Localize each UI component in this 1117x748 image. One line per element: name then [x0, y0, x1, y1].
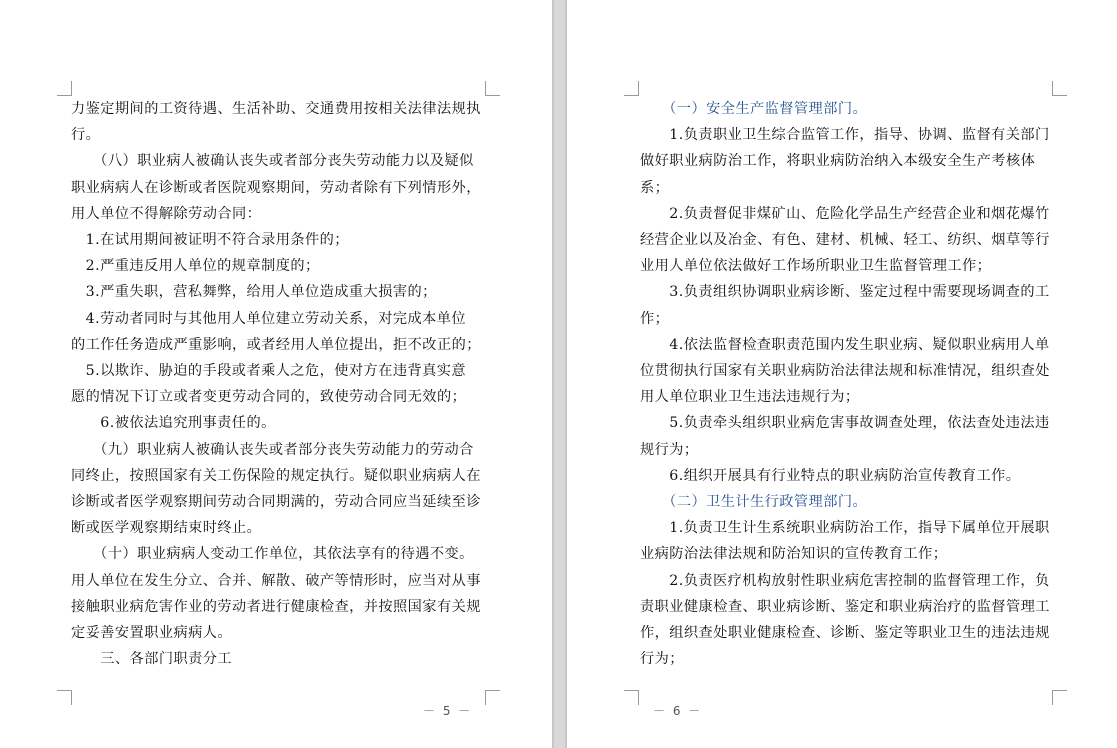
page-number: － 6 － [653, 704, 703, 718]
subsection-heading: （一）安全生产监督管理部门。 [640, 101, 868, 117]
section-heading: 三、各部门职责分工 [71, 651, 233, 668]
text-line: 4.依法监督检查职责范围内发生职业病、疑似职业病用人单 [640, 336, 1050, 353]
document-page-5 [0, 0, 552, 748]
text-line: 1.负责职业卫生综合监管工作，指导、协调、监督有关部门 [640, 127, 1050, 144]
text-line: 定妥善安置职业病病人。 [71, 625, 233, 642]
document-page-6 [567, 0, 1117, 748]
text-line: 3.负责组织协调职业病诊断、鉴定过程中需要现场调查的工 [640, 284, 1050, 301]
text-line: 诊断或者医学观察期间劳动合同期满的，劳动合同应当延续至诊 [71, 494, 481, 511]
text-line: 做好职业病防治工作，将职业病防治纳入本级安全生产考核体 [640, 153, 1036, 170]
text-line: 的工作任务造成严重影响，或者经用人单位提出，拒不改正的； [71, 336, 481, 353]
page-gutter [552, 0, 567, 748]
text-line: 3.严重失职，营私舞弊，给用人单位造成重大损害的； [71, 284, 437, 301]
text-line: 断或医学观察期结束时终止。 [71, 520, 262, 537]
margin-corner-mark [624, 81, 639, 96]
margin-corner-mark [1052, 690, 1067, 705]
text-line: 用人单位职业卫生违法违规行为； [640, 389, 860, 406]
margin-corner-mark [624, 690, 639, 705]
text-line: （十）职业病病人变动工作单位，其依法享有的待遇不变。 [71, 546, 474, 563]
text-line: 经营企业以及冶金、有色、建材、机械、轻工、纺织、烟草等行 [640, 232, 1050, 249]
margin-corner-mark [57, 81, 72, 96]
page-number: － 5 － [423, 704, 473, 718]
text-line: 业病防治法律法规和防治知识的宣传教育工作； [640, 546, 948, 563]
text-line: 行。 [71, 127, 101, 144]
margin-corner-mark [485, 690, 500, 705]
margin-corner-mark [57, 690, 72, 705]
text-line: 系； [640, 179, 670, 196]
text-line: 6.组织开展具有行业特点的职业病防治宣传教育工作。 [640, 467, 1021, 484]
text-line: （九）职业病人被确认丧失或者部分丧失劳动能力的劳动合 [71, 441, 474, 458]
text-line: 愿的情况下订立或者变更劳动合同的，致使劳动合同无效的； [71, 389, 467, 406]
text-line: 2.负责督促非煤矿山、危险化学品生产经营企业和烟花爆竹 [640, 205, 1050, 222]
text-line: 职业病病人在诊断或者医院观察期间，劳动者除有下列情形外， [71, 179, 481, 196]
page-6-body[interactable] [640, 96, 1056, 672]
text-line: 接触职业病危害作业的劳动者进行健康检查，并按照国家有关规 [71, 598, 481, 615]
text-line: 4.劳动者同时与其他用人单位建立劳动关系，对完成本单位 [71, 310, 467, 327]
text-line: 同终止，按照国家有关工伤保险的规定执行。疑似职业病病人在 [71, 467, 481, 484]
text-line: 用人单位不得解除劳动合同： [71, 205, 262, 222]
margin-corner-mark [485, 81, 500, 96]
text-line: 1.负责卫生计生系统职业病防治工作，指导下属单位开展职 [640, 520, 1050, 537]
text-line: 作； [640, 310, 670, 327]
text-line: 行为； [640, 651, 684, 668]
page-5-body[interactable] [71, 96, 489, 672]
text-line: 责职业健康检查、职业病诊断、鉴定和职业病治疗的监督管理工 [640, 598, 1050, 615]
text-line: 作，组织查处职业健康检查、诊断、鉴定等职业卫生的违法违规 [640, 625, 1050, 642]
text-line: 6.被依法追究刑事责任的。 [71, 415, 276, 432]
text-line: 5.以欺诈、胁迫的手段或者乘人之危，使对方在违背真实意 [71, 363, 467, 380]
text-line: 规行为； [640, 441, 699, 458]
margin-corner-mark [1052, 81, 1067, 96]
text-line: 1.在试用期间被证明不符合录用条件的； [71, 232, 349, 249]
text-line: 2.负责医疗机构放射性职业病危害控制的监督管理工作，负 [640, 572, 1050, 589]
text-line: 位贯彻执行国家有关职业病防治法律法规和标准情况，组织查处 [640, 363, 1050, 380]
subsection-heading: （二）卫生计生行政管理部门。 [640, 494, 868, 511]
text-line: 用人单位在发生分立、合并、解散、破产等情形时，应当对从事 [71, 572, 481, 589]
text-line: （八）职业病人被确认丧失或者部分丧失劳动能力以及疑似 [71, 153, 474, 170]
text-line: 业用人单位依法做好工作场所职业卫生监督管理工作； [640, 258, 992, 275]
text-line: 力鉴定期间的工资待遇、生活补助、交通费用按相关法律法规执 [71, 101, 481, 117]
text-line: 5.负责牵头组织职业病危害事故调查处理，依法查处违法违 [640, 415, 1050, 432]
text-line: 2.严重违反用人单位的规章制度的； [71, 258, 320, 275]
